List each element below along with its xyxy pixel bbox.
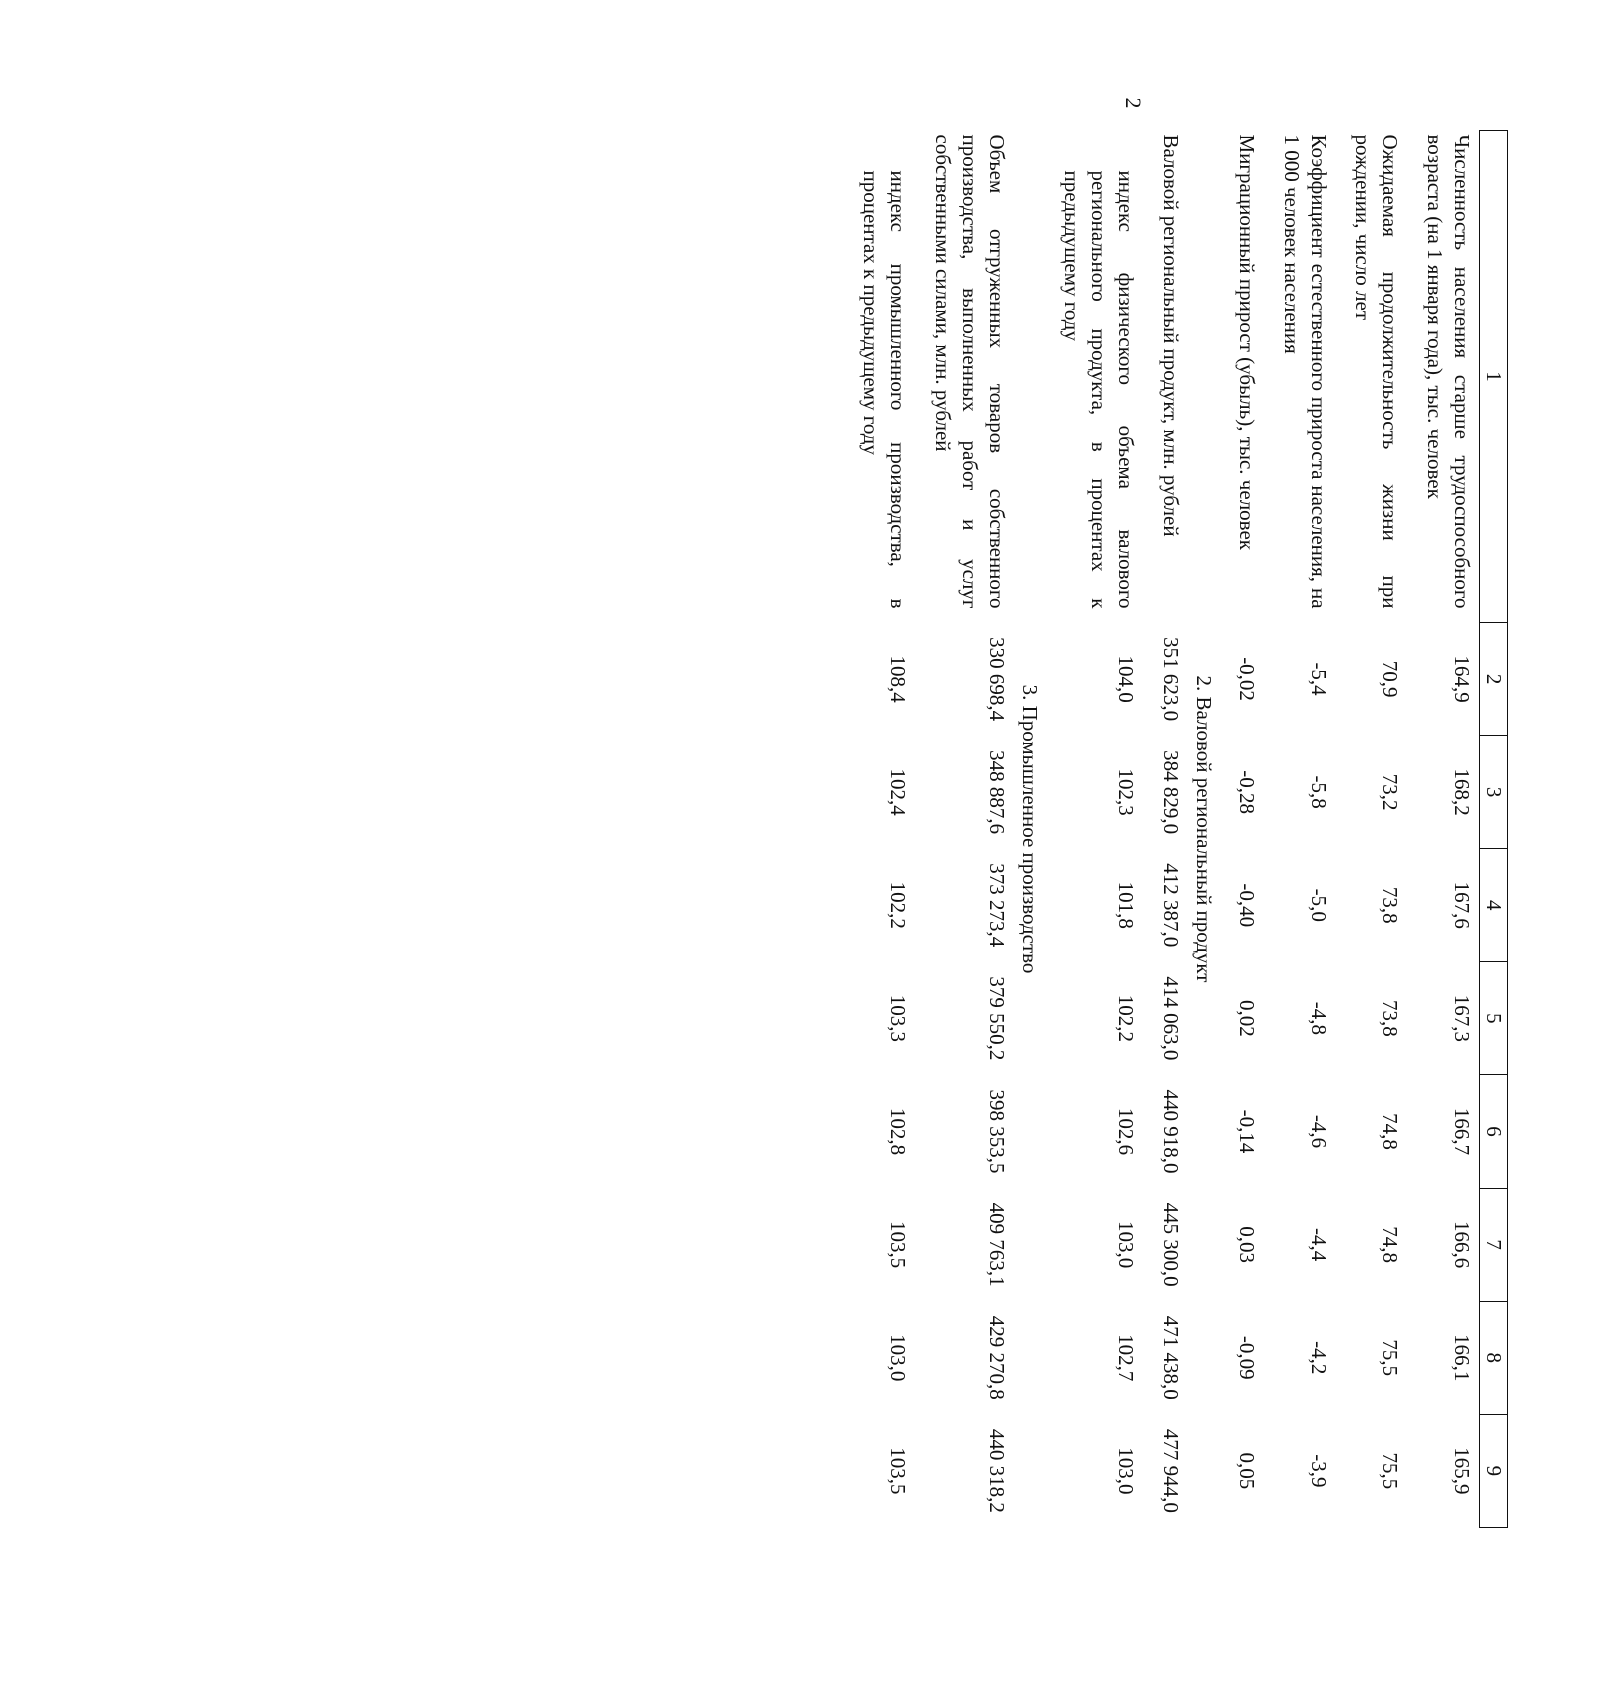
cell-value: 73,8	[1378, 1000, 1403, 1037]
cell-value: -4,4	[1306, 1227, 1331, 1262]
cell-value: 70,9	[1378, 660, 1403, 698]
cell-value: 166,1	[1450, 1334, 1475, 1382]
column-header: 2	[1480, 623, 1508, 736]
cell-value: -4,2	[1306, 1341, 1331, 1375]
section-title: 2. Валовой региональный продукт	[1192, 675, 1216, 983]
rotated-content	[400, 0, 1600, 1600]
column-header: 4	[1480, 849, 1508, 962]
cell-value: 477 944,0	[1159, 1428, 1184, 1513]
cell-value: 0,02	[1234, 1000, 1259, 1037]
cell-value: 108,4	[886, 655, 911, 703]
header-row	[1480, 131, 1508, 1528]
cell-value: 74,8	[1378, 1113, 1403, 1150]
statistics-table	[843, 130, 1508, 1528]
cell-value: 445 300,0	[1159, 1202, 1184, 1287]
row-label: индекс промышленного производства, в процентах к предыдущему году	[859, 170, 911, 609]
table-row	[1336, 131, 1408, 1528]
cell-value: -0,40	[1234, 883, 1259, 928]
cell-value: -5,8	[1306, 775, 1331, 809]
cell-value: 440 918,0	[1159, 1089, 1184, 1174]
cell-value: 73,8	[1378, 886, 1403, 924]
row-label: Ожидаемая продолжительность жизни при рождении, число лет	[1351, 134, 1403, 609]
cell-value: 412 387,0	[1159, 863, 1184, 948]
row-label: Миграционный прирост (убыль), тыс. человек	[1234, 134, 1259, 550]
cell-value: 440 318,2	[984, 1428, 1009, 1513]
row-label: Валовой региональный продукт, млн. рублей	[1159, 134, 1184, 537]
table-row	[1407, 131, 1479, 1528]
cell-value: 164,9	[1450, 655, 1475, 703]
cell-value: 398 353,5	[984, 1089, 1009, 1174]
row-label: Объем отгруженных товаров собственного производства, выполненных работ и услуг собственными силами, млн. рублей	[931, 134, 1009, 609]
cell-value: -0,09	[1234, 1335, 1259, 1380]
cell-value: 330 698,4	[984, 637, 1009, 722]
table-row	[843, 131, 915, 1528]
cell-value: 75,5	[1378, 1452, 1403, 1490]
cell-value: 103,5	[886, 1447, 911, 1495]
cell-value: 166,7	[1450, 1107, 1475, 1156]
cell-value: 102,7	[1114, 1334, 1139, 1382]
cell-value: 102,4	[886, 768, 911, 816]
cell-value: -5,0	[1306, 888, 1331, 922]
cell-value: -5,4	[1306, 662, 1331, 696]
table-row	[1143, 131, 1188, 1528]
cell-value: 168,2	[1450, 768, 1475, 816]
cell-value: -0,02	[1234, 657, 1259, 701]
cell-value: 165,9	[1450, 1447, 1475, 1495]
page-number: 2	[1121, 97, 1146, 109]
cell-value: 74,8	[1378, 1226, 1403, 1263]
table-row	[1045, 131, 1144, 1528]
cell-value: 103,3	[886, 994, 911, 1043]
table-row	[915, 131, 1014, 1528]
cell-value: 102,2	[1114, 994, 1139, 1043]
row-label: Коэффициент естественного прироста населения, на 1 000 человек населения	[1279, 134, 1331, 609]
cell-value: 101,8	[1114, 881, 1139, 929]
cell-value: 471 438,0	[1159, 1315, 1184, 1400]
cell-value: 373 273,4	[984, 863, 1009, 948]
column-header: 5	[1480, 962, 1508, 1075]
column-header: 6	[1480, 1075, 1508, 1188]
column-header: 9	[1480, 1414, 1508, 1527]
cell-value: 102,2	[886, 881, 911, 929]
cell-value: 103,0	[1114, 1220, 1139, 1269]
cell-value: -4,6	[1306, 1114, 1331, 1149]
row-label: Численность населения старше трудоспособного возраста (на 1 января года), тыс. человек	[1423, 134, 1475, 609]
cell-value: 102,3	[1114, 768, 1139, 816]
row-label: индекс физического объема валового регионального продукта, в процентах к предыдущему году	[1060, 170, 1139, 609]
cell-value: 414 063,0	[1159, 976, 1184, 1061]
section-row	[1014, 131, 1045, 1528]
section-title: 3. Промышленное производство	[1017, 684, 1042, 974]
cell-value: 102,8	[886, 1107, 911, 1156]
table-row	[1219, 131, 1264, 1528]
cell-value: 0,03	[1234, 1226, 1259, 1263]
column-header: 7	[1480, 1188, 1508, 1301]
column-header: 3	[1480, 736, 1508, 849]
cell-value: 0,05	[1234, 1452, 1259, 1490]
cell-value: 75,5	[1378, 1339, 1403, 1377]
cell-value: 102,6	[1114, 1107, 1139, 1156]
cell-value: 103,5	[886, 1220, 911, 1269]
cell-value: -0,14	[1234, 1109, 1259, 1154]
cell-value: -3,9	[1306, 1454, 1331, 1488]
cell-value: 167,6	[1450, 881, 1475, 929]
cell-value: 167,3	[1450, 994, 1475, 1043]
cell-value: 73,2	[1378, 773, 1403, 811]
column-header: 8	[1480, 1301, 1508, 1414]
cell-value: 429 270,8	[984, 1315, 1009, 1400]
table-row	[1264, 131, 1336, 1528]
cell-value: 409 763,1	[984, 1202, 1009, 1287]
cell-value: 166,6	[1450, 1220, 1475, 1269]
section-row	[1188, 131, 1219, 1528]
cell-value: 351 623,0	[1159, 637, 1184, 722]
column-header: 1	[1480, 131, 1508, 623]
cell-value: -4,8	[1306, 1001, 1331, 1036]
cell-value: 384 829,0	[1159, 750, 1184, 835]
cell-value: 104,0	[1114, 655, 1139, 703]
cell-value: 379 550,2	[984, 976, 1009, 1061]
cell-value: -0,28	[1234, 770, 1259, 815]
cell-value: 348 887,6	[984, 750, 1009, 835]
cell-value: 103,0	[1114, 1447, 1139, 1495]
cell-value: 103,0	[886, 1334, 911, 1382]
